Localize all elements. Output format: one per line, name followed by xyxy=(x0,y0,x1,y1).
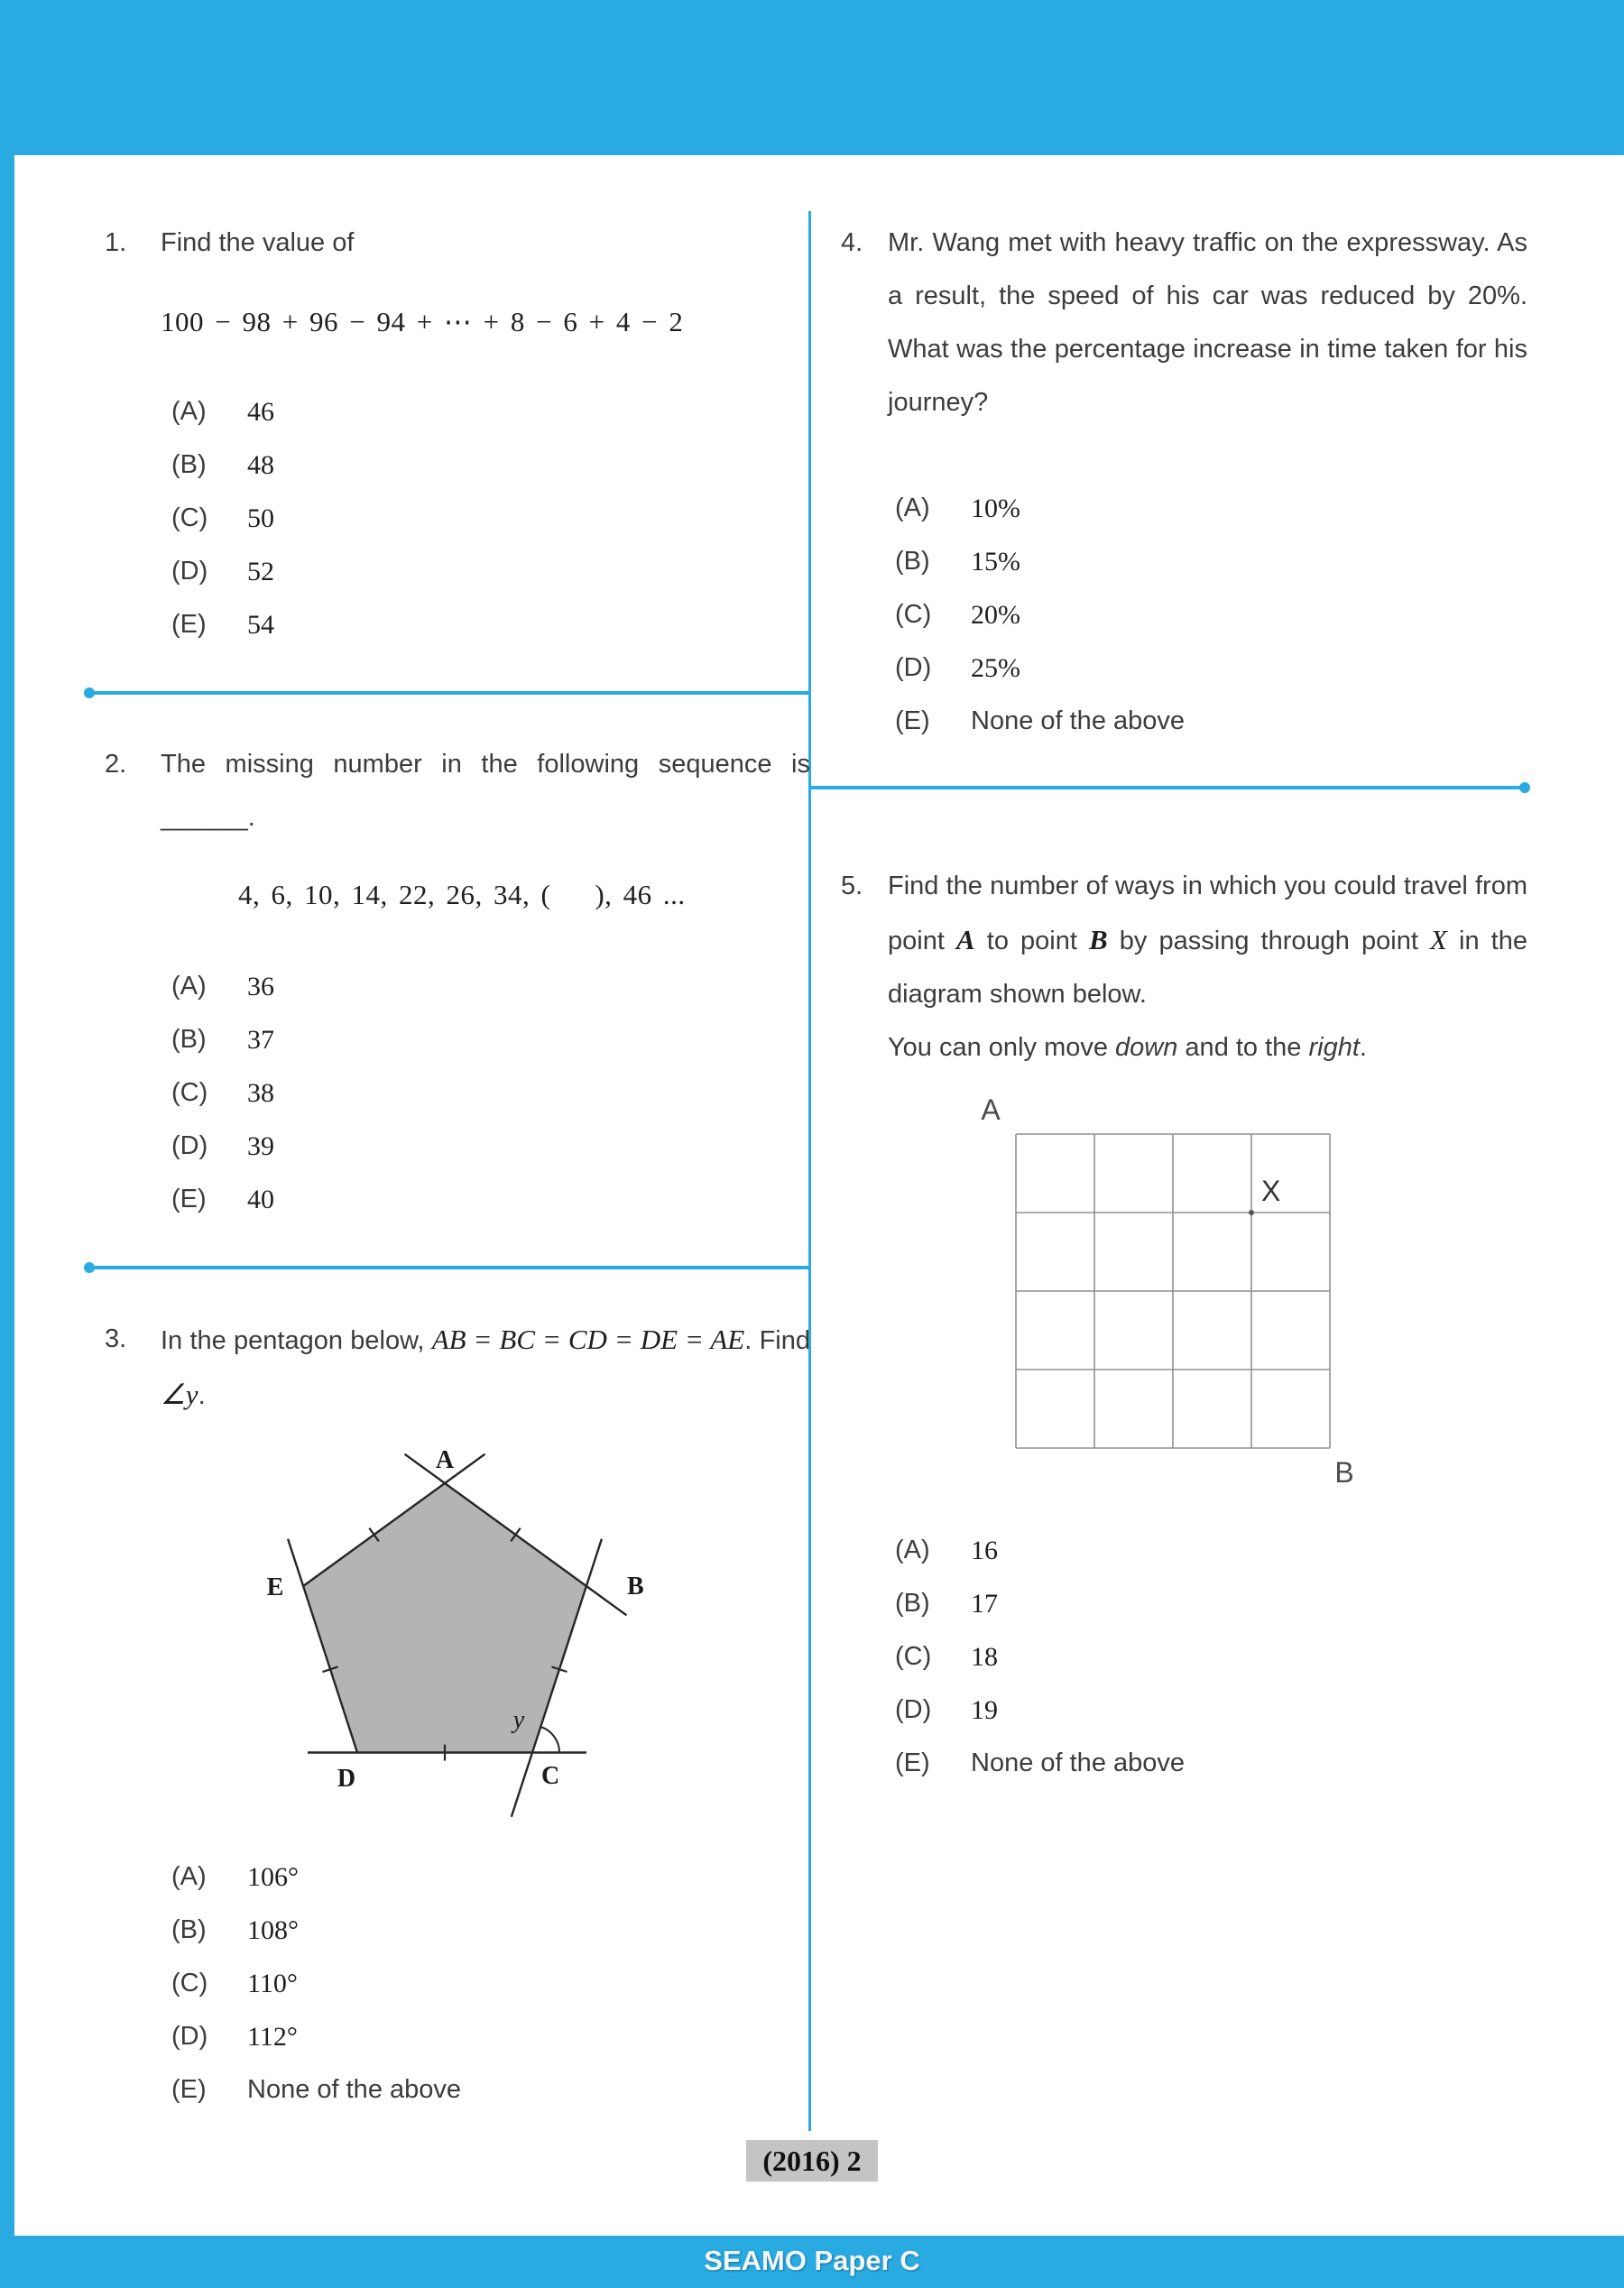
option-label: (E) xyxy=(895,706,930,735)
option-row xyxy=(895,641,1527,695)
rule-right-word: right xyxy=(1308,1033,1360,1062)
option-label: (D) xyxy=(171,2022,208,2051)
option-row xyxy=(171,1850,810,1904)
left-column xyxy=(87,217,810,2117)
option-label: (E) xyxy=(171,1185,207,1213)
angle-arc xyxy=(540,1727,559,1753)
question-2-sequence: 4, 6, 10, 14, 22, 26, 34, ( ), 46 ... xyxy=(238,879,686,910)
rule-text-part: . xyxy=(1359,1033,1367,1062)
question-3-text-part: In the pentagon below, xyxy=(161,1326,432,1355)
question-4 xyxy=(810,217,1527,748)
option-label: (A) xyxy=(895,494,930,522)
section-divider xyxy=(810,786,1527,789)
angle-label-y: y xyxy=(512,1706,525,1734)
option-value: 20% xyxy=(971,600,1020,630)
vertex-label-d: D xyxy=(337,1765,356,1793)
option-row xyxy=(171,1120,810,1173)
option-value: 108° xyxy=(247,1915,299,1945)
question-5-text xyxy=(888,860,1527,1021)
option-label: (A) xyxy=(171,397,207,426)
option-value: 10% xyxy=(971,494,1020,523)
vertex-label-c: C xyxy=(541,1762,560,1790)
question-5-number: 5. xyxy=(841,872,863,900)
option-row xyxy=(171,1066,810,1120)
option-label: (E) xyxy=(895,1748,930,1777)
question-3-number: 3. xyxy=(105,1324,127,1353)
question-1-options xyxy=(171,385,810,651)
question-2 xyxy=(87,738,810,1226)
option-row xyxy=(171,2063,810,2117)
grid-lines xyxy=(1016,1134,1330,1448)
option-value: 15% xyxy=(971,547,1020,577)
question-1-expression: 100 − 98 + 96 − 94 + ⋯ + 8 − 6 + 4 − 2 xyxy=(161,306,684,337)
option-label: (D) xyxy=(171,1131,208,1160)
left-edge-band xyxy=(0,0,14,2288)
option-label: (D) xyxy=(171,557,208,586)
point-x-ref: X xyxy=(1429,924,1447,955)
question-2-options xyxy=(171,960,810,1226)
option-row xyxy=(895,1737,1527,1790)
question-4-text: Mr. Wang met with heavy traffic on the expressway. As a result, the speed of his car was reduced by 20%. What was the percentage increase in time taken for his journey? xyxy=(888,228,1527,417)
option-label: (C) xyxy=(171,1969,208,1997)
option-value: 38 xyxy=(247,1078,274,1108)
option-value: 36 xyxy=(247,972,274,1001)
option-label: (E) xyxy=(171,2075,207,2104)
option-label: (C) xyxy=(171,503,208,532)
question-3-text-part: . Find xyxy=(744,1326,810,1355)
grid-diagram xyxy=(976,1089,1373,1490)
option-row xyxy=(171,385,810,438)
option-label: (A) xyxy=(895,1536,930,1564)
option-value: 106° xyxy=(247,1862,299,1892)
option-label: (C) xyxy=(895,1642,932,1671)
option-value: 110° xyxy=(247,1969,298,1998)
header-band xyxy=(0,0,1624,155)
option-label: (C) xyxy=(895,600,932,629)
option-value: None of the above xyxy=(971,706,1186,735)
option-row xyxy=(171,492,810,545)
question-5 xyxy=(810,860,1527,1790)
option-label: (E) xyxy=(171,610,207,639)
option-value: 50 xyxy=(247,503,274,533)
option-label: (D) xyxy=(895,1695,932,1724)
question-3-text-part: . xyxy=(198,1381,206,1410)
rule-text-part: and to the xyxy=(1177,1033,1309,1062)
pentagon-diagram-wrap xyxy=(228,1425,810,1841)
option-row xyxy=(895,1577,1527,1630)
point-b-label: B xyxy=(1334,1456,1354,1489)
section-divider xyxy=(87,1266,810,1269)
question-5-text-part: by passing through point xyxy=(1107,927,1430,955)
option-row xyxy=(895,1524,1527,1577)
option-label: (B) xyxy=(895,1589,930,1618)
option-value: 19 xyxy=(971,1695,998,1725)
option-label: (D) xyxy=(895,653,932,682)
vertex-label-a: A xyxy=(435,1446,455,1474)
option-row xyxy=(171,1957,810,2010)
option-label: (B) xyxy=(171,1025,207,1054)
option-label: (B) xyxy=(895,547,930,576)
option-value: 37 xyxy=(247,1025,274,1055)
grid-diagram-wrap xyxy=(976,1089,1527,1490)
option-label: (A) xyxy=(171,1862,207,1891)
section-divider xyxy=(87,691,810,695)
point-a-label: A xyxy=(981,1093,1001,1126)
right-column xyxy=(810,217,1527,1790)
question-3-text xyxy=(161,1313,810,1423)
question-5-text-part: Find the number of ways in which you could travel from point xyxy=(888,872,1527,955)
option-label: (B) xyxy=(171,450,207,479)
page-number-highlight: (2016) 2 xyxy=(746,2140,877,2182)
option-row xyxy=(171,545,810,598)
option-row xyxy=(895,1684,1527,1737)
option-label: (C) xyxy=(171,1078,208,1107)
option-value: 25% xyxy=(971,653,1020,683)
option-value: 48 xyxy=(247,450,274,480)
option-value: 54 xyxy=(247,610,274,640)
option-row xyxy=(171,1013,810,1066)
option-row xyxy=(895,482,1527,535)
point-x-dot xyxy=(1249,1210,1254,1215)
question-5-text-part: in the diagram shown below. xyxy=(888,927,1527,1009)
option-value: 39 xyxy=(247,1131,274,1161)
option-row xyxy=(171,960,810,1013)
option-value: 52 xyxy=(247,557,274,586)
footer-brand-text: SEAMO Paper C xyxy=(704,2245,920,2276)
option-value: 40 xyxy=(247,1185,274,1214)
rule-text-part: You can only move xyxy=(888,1033,1116,1062)
vertex-label-e: E xyxy=(266,1573,284,1601)
question-1-number: 1. xyxy=(105,228,127,257)
point-a-ref: A xyxy=(955,924,975,955)
option-value: 17 xyxy=(971,1589,998,1619)
option-row xyxy=(171,438,810,492)
pentagon-shape xyxy=(303,1483,586,1753)
option-value: 18 xyxy=(971,1642,998,1672)
rule-down-word: down xyxy=(1115,1033,1178,1062)
footer-page-number xyxy=(0,2140,1624,2182)
question-1-text: Find the value of xyxy=(161,228,355,257)
option-row xyxy=(171,598,810,651)
option-value: 16 xyxy=(971,1536,998,1565)
option-row xyxy=(895,588,1527,641)
vertex-label-b: B xyxy=(627,1573,644,1601)
question-5-text-part: to point xyxy=(974,927,1090,955)
question-4-options xyxy=(895,482,1527,748)
question-3-angle: ∠y xyxy=(161,1379,198,1410)
option-row xyxy=(895,1630,1527,1684)
option-row xyxy=(895,695,1527,748)
question-2-number: 2. xyxy=(105,750,127,779)
option-row xyxy=(171,1904,810,1957)
option-row xyxy=(895,535,1527,588)
option-label: (B) xyxy=(171,1915,207,1944)
option-value: None of the above xyxy=(971,1748,1186,1777)
point-b-ref: B xyxy=(1089,924,1108,955)
question-5-options xyxy=(895,1524,1527,1790)
question-3 xyxy=(87,1313,810,2117)
option-value: 46 xyxy=(247,397,274,427)
question-4-number: 4. xyxy=(841,228,863,257)
option-row xyxy=(171,1173,810,1226)
question-5-rule-text xyxy=(888,1021,1527,1075)
option-value: 112° xyxy=(247,2022,298,2052)
option-value: None of the above xyxy=(247,2075,462,2104)
pentagon-diagram xyxy=(228,1425,661,1841)
option-label: (A) xyxy=(171,972,207,1001)
question-3-options xyxy=(171,1850,810,2117)
option-row xyxy=(171,2010,810,2063)
question-1 xyxy=(87,217,810,651)
question-3-equation: AB = BC = CD = DE = AE xyxy=(431,1324,745,1355)
point-x-label: X xyxy=(1261,1175,1281,1207)
question-2-text: The missing number in the following sequence is ______. xyxy=(161,750,810,832)
